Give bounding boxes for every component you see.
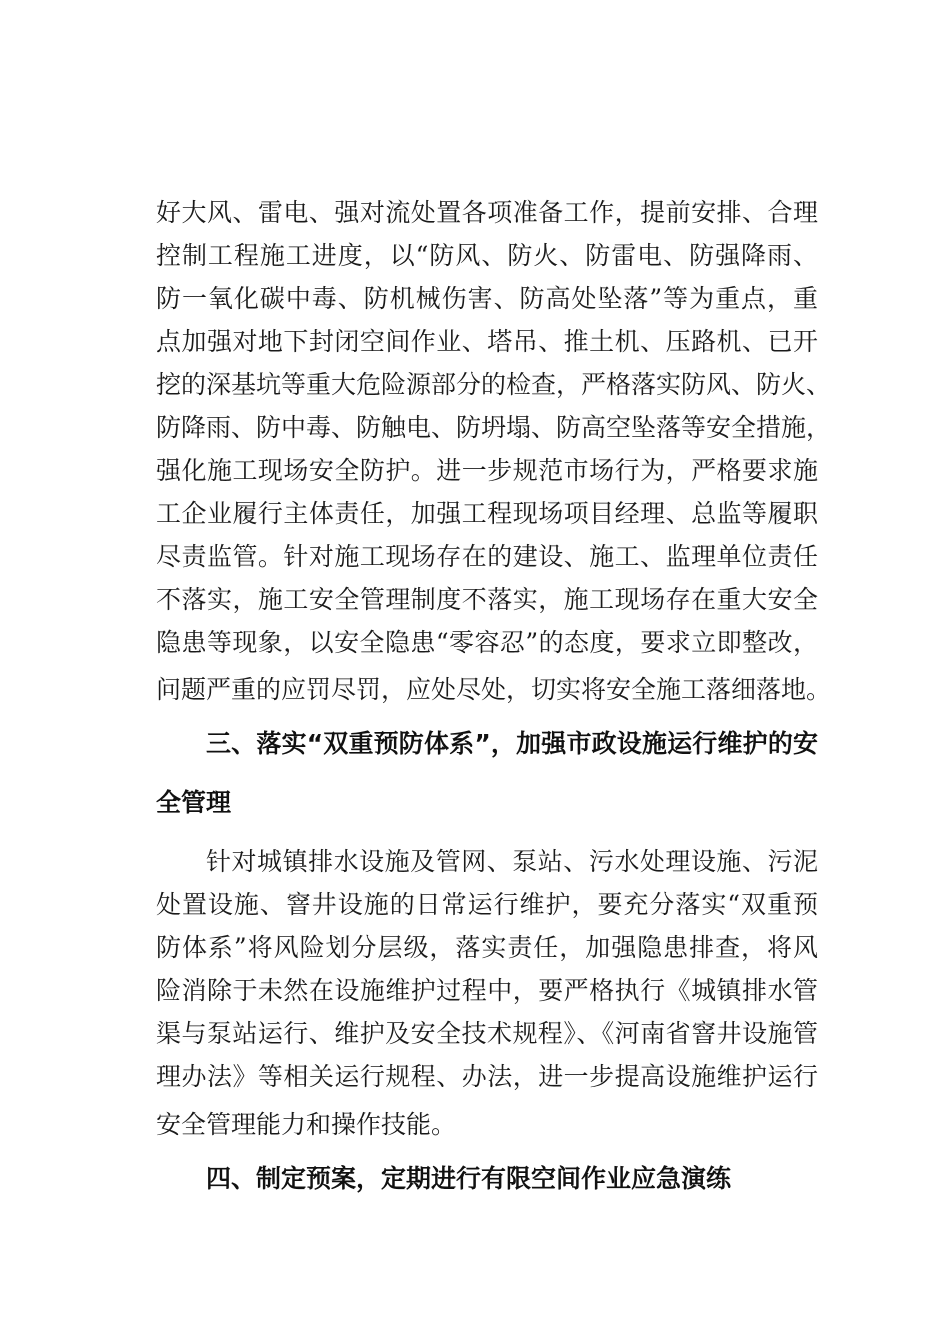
body-text-line: 针对城镇排水设施及管网、泵站、污水处理设施、污泥 [206,847,818,876]
body-text-line: 处置设施、窨井设施的日常运行维护，要充分落实“双重预 [156,890,818,919]
body-text-line: 防降雨、防中毒、防触电、防坍塌、防高空坠落等安全措施， [156,413,832,442]
body-text-line: 工企业履行主体责任，加强工程现场项目经理、总监等履职 [156,499,818,528]
body-text-line: 不落实，施工安全管理制度不落实，施工现场存在重大安全 [156,585,818,614]
body-text-line: 理办法》等相关运行规程、办法，进一步提高设施维护运行 [156,1062,818,1091]
body-text-line: 防一氧化碳中毒、防机械伤害、防高处坠落”等为重点，重 [156,284,818,313]
body-text-line: 安全管理能力和操作技能。 [156,1110,457,1139]
body-text-line: 隐患等现象，以安全隐患“零容忍”的态度，要求立即整改， [156,628,818,657]
body-text-line: 渠与泵站运行、维护及安全技术规程》、《河南省窨井设施管 [156,1019,818,1048]
body-text-line: 点加强对地下封闭空间作业、塔吊、推土机、压路机、已开 [156,327,818,356]
body-text-line: 问题严重的应罚尽罚，应处尽处，切实将安全施工落细落地。 [156,675,832,704]
body-text-line: 尽责监管。针对施工现场存在的建设、施工、监理单位责任 [156,542,818,571]
body-text-line: 控制工程施工进度，以“防风、防火、防雷电、防强降雨、 [156,241,818,270]
section-heading-3-continued: 全管理 [156,788,232,817]
body-text-line: 好大风、雷电、强对流处置各项准备工作，提前安排、合理 [156,198,818,227]
body-text-line: 险消除于未然在设施维护过程中，要严格执行《城镇排水管 [156,976,818,1005]
body-text-line: 挖的深基坑等重大危险源部分的检查，严格落实防风、防火、 [156,370,832,399]
section-heading-3: 三、落实“双重预防体系”，加强市政设施运行维护的安 [206,729,818,758]
body-text-line: 强化施工现场安全防护。进一步规范市场行为，严格要求施 [156,456,818,485]
section-heading-4: 四、制定预案，定期进行有限空间作业应急演练 [206,1164,732,1193]
body-text-line: 防体系”将风险划分层级，落实责任，加强隐患排查，将风 [156,933,818,962]
